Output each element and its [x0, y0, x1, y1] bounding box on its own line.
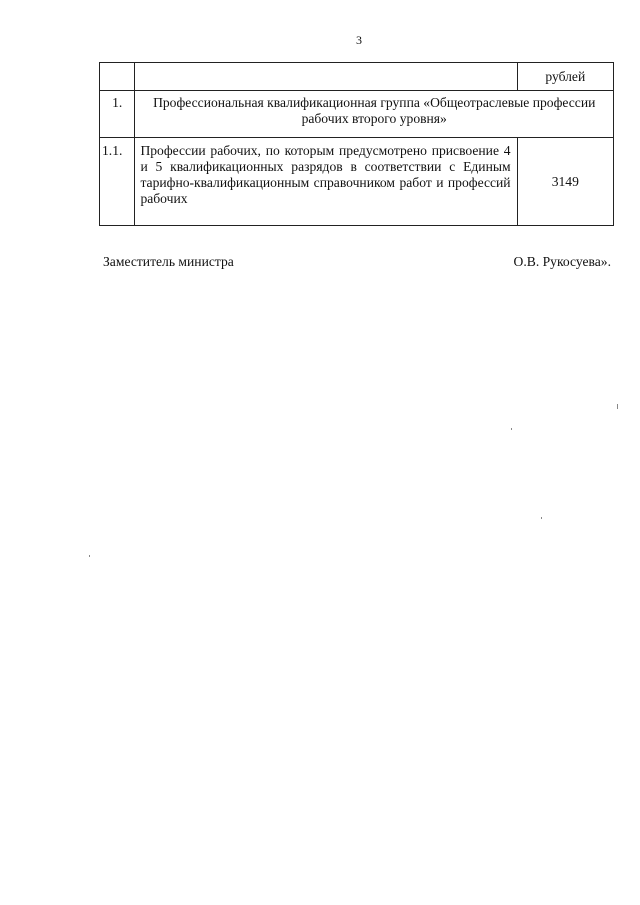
row-number: 1. — [100, 91, 135, 138]
scan-artifact-mark — [617, 404, 618, 409]
header-number-cell — [100, 63, 135, 91]
scan-artifact-mark — [541, 517, 542, 519]
salary-value: 3149 — [517, 138, 613, 226]
row-number: 1.1. — [100, 138, 135, 226]
signatory-position: Заместитель министра — [103, 254, 234, 269]
scan-artifact-mark — [511, 428, 512, 430]
header-name-cell — [135, 63, 517, 91]
table-row — [100, 91, 614, 138]
group-name: Профессиональная квалификационная группа «Общеотраслевые профессии рабочих второго уровня» — [135, 91, 614, 138]
signatory-name: О.В. Рукосуева». — [513, 254, 611, 269]
signature-block — [103, 254, 611, 270]
salary-table — [99, 62, 614, 226]
unit-label: рублей — [517, 63, 613, 91]
scan-artifact-mark — [89, 555, 90, 557]
table-row — [100, 138, 614, 226]
profession-description: Профессии рабочих, по которым предусмотрено присвоение 4 и 5 квалификационных разрядов в соответствии с Единым тарифно-квалификационным справочником работ и профессий рабочих — [135, 138, 517, 226]
page-number: 3 — [356, 33, 362, 47]
table-header-row — [100, 63, 614, 91]
